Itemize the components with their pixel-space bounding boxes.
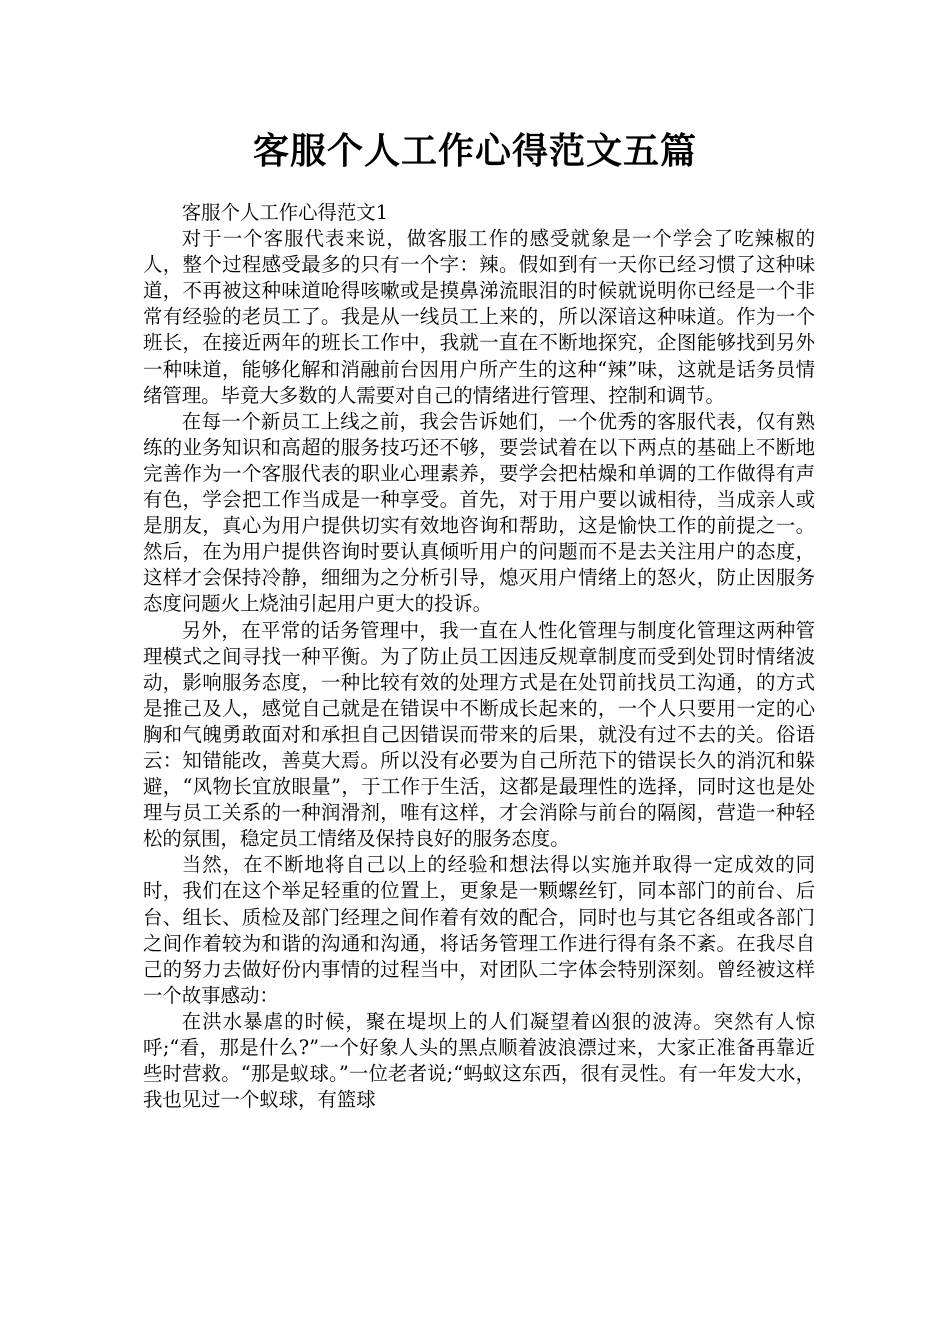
- paragraph: 当然，在不断地将自己以上的经验和想法得以实施并取得一定成效的同时，我们在这个举足轻重的位置上，更象是一颗螺丝钉，同本部门的前台、后台、组长、质检及部门经理之间作着有效的配合，同时也与其它各组或各部门之间作着较为和谐的沟通和沟通，将话务管理工作进行得有条不紊。在我尽自己的努力去做好份内事情的过程当中，对团队二字体会特别深刻。曾经被这样一个故事感动：: [143, 853, 815, 1007]
- paragraph: 另外，在平常的话务管理中，我一直在人性化管理与制度化管理这两种管理模式之间寻找一种平衡。为了防止员工因违反规章制度而受到处罚时情绪波动，影响服务态度，一种比较有效的处理方式是在处罚前找员工沟通，的方式是推己及人，感觉自己就是在错误中不断成长起来的，一个人只要用一定的心胸和气魄勇敢面对和承担自己因错误而带来的后果，就没有过不去的关。俗语云：知错能改，善莫大焉。所以没有必要为自己所范下的错误长久的消沉和躲避，“风物长宜放眼量”，于工作于生活，这都是最理性的选择，同时这也是处理与员工关系的一种润滑剂，唯有这样，才会消除与前台的隔阂，营造一种轻松的氛围，稳定员工情绪及保持良好的服务态度。: [143, 618, 815, 851]
- document-body: [143, 200, 815, 1113]
- paragraph: 对于一个客服代表来说，做客服工作的感受就象是一个学会了吃辣椒的人，整个过程感受最多的只有一个字：辣。假如到有一天你已经习惯了这种味道，不再被这种味道呛得咳嗽或是摸鼻涕流眼泪的时候就说明你已经是一个非常有经验的老员工了。我是从一线员工上来的，所以深谙这种味道。作为一个班长，在接近两年的班长工作中，我就一直在不断地探究，企图能够找到另外一种味道，能够化解和消融前台因用户所产生的这种“辣”味，这就是话务员情绪管理。毕竟大多数的人需要对自己的情绪进行管理、控制和调节。: [143, 227, 815, 407]
- paragraph: 在每一个新员工上线之前，我会告诉她们，一个优秀的客服代表，仅有熟练的业务知识和高超的服务技巧还不够，要尝试着在以下两点的基础上不断地完善作为一个客服代表的职业心理素养，要学会把枯燥和单调的工作做得有声有色，学会把工作当成是一种享受。首先，对于用户要以诚相待，当成亲人或是朋友，真心为用户提供切实有效地咨询和帮助，这是愉快工作的前提之一。然后，在为用户提供咨询时要认真倾听用户的问题而不是去关注用户的态度，这样才会保持冷静，细细为之分析引导，熄灭用户情绪上的怒火，防止因服务态度问题火上烧油引起用户更大的投诉。: [143, 409, 815, 616]
- section-heading: 客服个人工作心得范文1: [181, 201, 389, 224]
- paragraph: 在洪水暴虐的时候，聚在堤坝上的人们凝望着凶狠的波涛。突然有人惊呼;“看，那是什么?”一个好象人头的黑点顺着波浪漂过来，大家正准备再靠近些时营救。“那是蚁球。”一位老者说;“蚂蚁这东西，很有灵性。有一年发大水，我也见过一个蚁球，有篮球: [143, 1009, 815, 1112]
- document-title: 客服个人工作心得范文五篇: [252, 131, 697, 172]
